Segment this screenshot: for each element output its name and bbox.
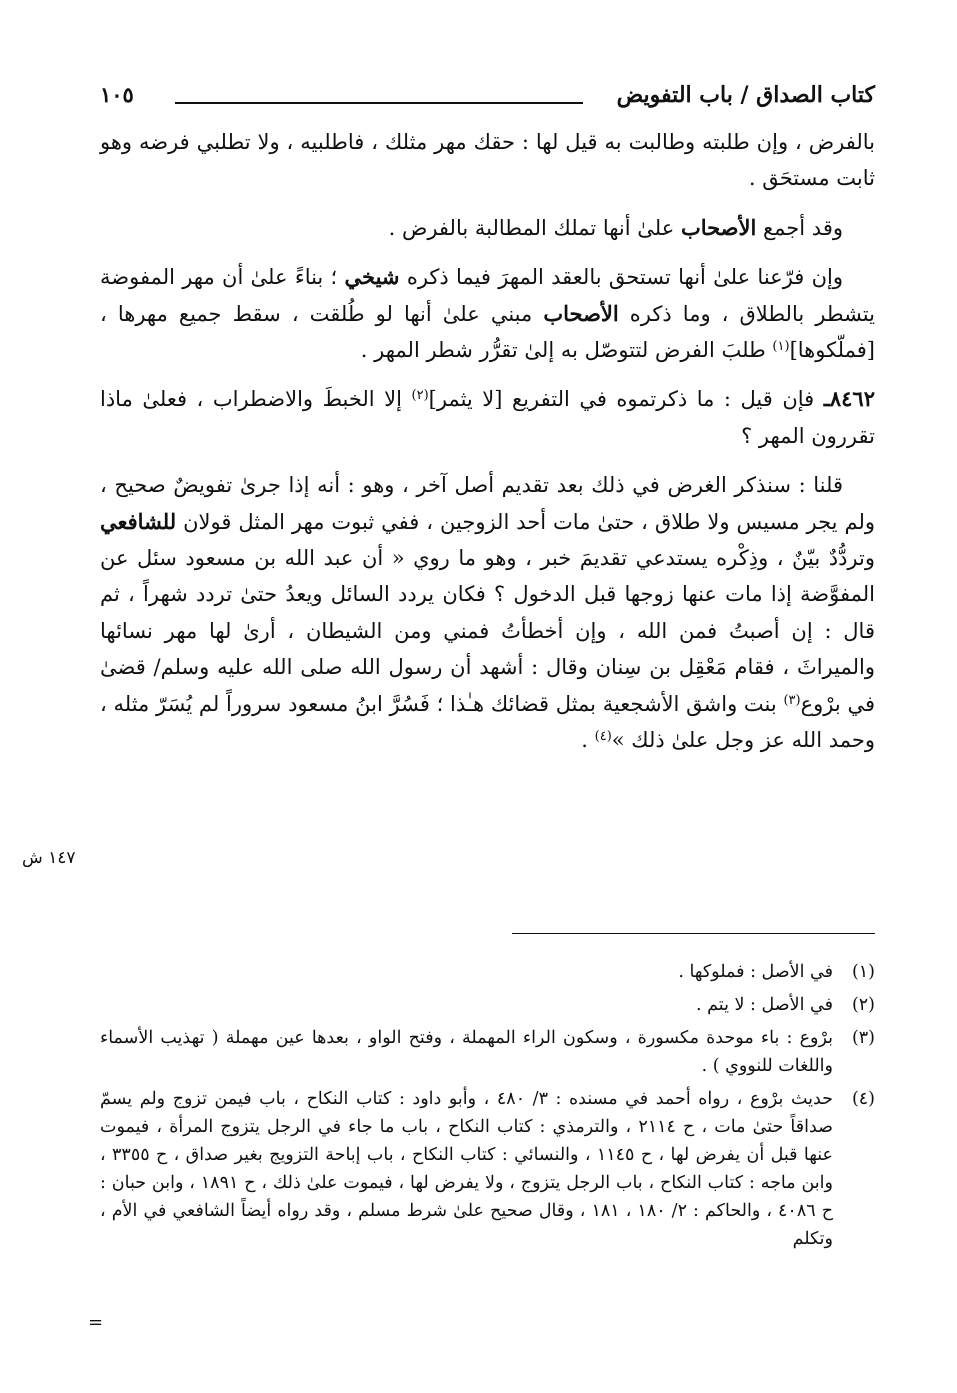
footnote-number: (٣)	[851, 1028, 875, 1048]
header-rule	[175, 102, 583, 104]
footnote-ref-2: (٢)	[411, 388, 429, 404]
paragraph-4: ٨٤٦٢ـ فإن قيل : ما ذكرتموه في التفريع [لا يثمر]$^{(٢)}$ إلا الخبطَ والاضطراب ، فعلىٰ ماذا تقررون المهر ؟	[100, 386, 875, 448]
paragraph-5: قلنا : سنذكر الغرض في ذلك بعد تقديم أصل آخر ، وهو : أنه إذا جرىٰ تفويضٌ صحيح ، ولم يجر مسيس ولا طلاق ، حتىٰ مات أحد الزوجين ، ففي ثبوت مهر المثل قولان للشافعي وتردُّدٌ بيّنٌ ، وذِكْره يستدعي تقديمَ خبر ، وهو ما روي « أن عبد الله بن مسعود سئل عن المفوَّضة إذا مات عنها زوجها قبل الدخول ؟ فكان يردد السائل ويعدُ حتىٰ تردد شهراً ، ثم قال : إن أصبتُ فمن الله ، وإن أخطأتُ فمني ومن الشيطان ، أرىٰ لها مهر نسائها والميراثَ ، فقام مَعْقِل بن سِنان وقال : أشهد أن رسول الله صلى الله عليه وسلم/ قضىٰ في برْوع$^{(٣)}$ بنت واشق الأشجعية بمثل قضائك هـٰذا ؛ فَسُرَّ ابنُ مسعود سروراً لم يُسَرّ مثله ، وحمد الله عز وجل علىٰ ذلك »$^{(٤)}$ .	[100, 473, 875, 753]
section-number: ٨٤٦٢ـ	[823, 386, 875, 412]
footnote-1	[100, 958, 875, 986]
footnote-4	[100, 1085, 875, 1253]
footnote-text: برْوع : باء موحدة مكسورة ، وسكون الراء المهملة ، وفتح الواو ، بعدها عين مهملة ( تهذيب الأسماء واللغات للنووي ) .	[100, 1028, 833, 1076]
footnote-2	[100, 991, 875, 1019]
footnote-text: حديث برْوع ، رواه أحمد في مسنده : ٣/ ٤٨٠ ، وأبو داود : كتاب النكاح ، باب فيمن تزوج ولم يسمّ صداقاً حتىٰ مات ، ح ٢١١٤ ، والترمذي : كتاب النكاح ، باب ما جاء في الرجل يتزوج المرأة ، فيموت عنها قبل أن يفرض لها ، ح ١١٤٥ ، والنسائي : كتاب النكاح ، باب إباحة التزويج بغير صداق ، ح ٣٣٥٥ ، وابن ماجه : كتاب النكاح ، باب الرجل يتزوج ، ولا يفرض لها ، فيموت علىٰ ذلك ، ح ١٨٩١ ، وابن حبان : ح ٤٠٨٦ ، والحاكم : ٢/ ١٨٠ ، ١٨١ ، وقال صحيح علىٰ شرط مسلم ، وقد رواه أيضاً الشافعي في الأم ، وتكلم	[100, 1089, 833, 1249]
footnote-number: (٤)	[851, 1089, 875, 1109]
footnote-separator	[512, 933, 875, 934]
footnote-text: في الأصل : فملوكها .	[678, 962, 833, 982]
footnote-number: (٢)	[851, 995, 875, 1015]
paragraph-2: وقد أجمع الأصحاب علىٰ أنها تملك المطالبة بالفرض .	[388, 214, 843, 240]
footnote-ref-4: (٤)	[594, 728, 612, 744]
footnotes	[100, 958, 875, 1258]
main-text	[100, 124, 875, 759]
continuation-mark: =	[88, 1312, 104, 1333]
footnote-ref-1: (١)	[772, 338, 790, 354]
chapter-title: كتاب الصداق / باب التفويض	[616, 82, 875, 108]
paragraph-3: وإن فرّعنا علىٰ أنها تستحق بالعقد المهرَ فيما ذكره شيخي ؛ بناءً علىٰ أن مهر المفوضة يتشطر بالطلاق ، وما ذكره الأصحاب مبني علىٰ أنها لو طُلقت ، سقط جميع مهرها ، [فملّكوها]$^{(١)}$ طلبَ الفرض لتتوصّل به إلىٰ تقرُّر شطر المهر .	[100, 264, 875, 363]
footnote-text: في الأصل : لا يتم .	[696, 995, 833, 1015]
footnote-ref-3: (٣)	[783, 692, 801, 708]
page-number: ١٠٥	[100, 82, 134, 107]
margin-note: ١٤٧ ش	[22, 848, 76, 868]
footnote-number: (١)	[851, 962, 875, 982]
paragraph-1: بالفرض ، وإن طلبته وطالبت به قيل لها : حقك مهر مثلك ، فاطلبيه ، ولا تطلبي فرضه وهو ثابت مستحَق .	[100, 130, 875, 191]
footnote-3	[100, 1024, 875, 1080]
running-header	[100, 82, 875, 116]
